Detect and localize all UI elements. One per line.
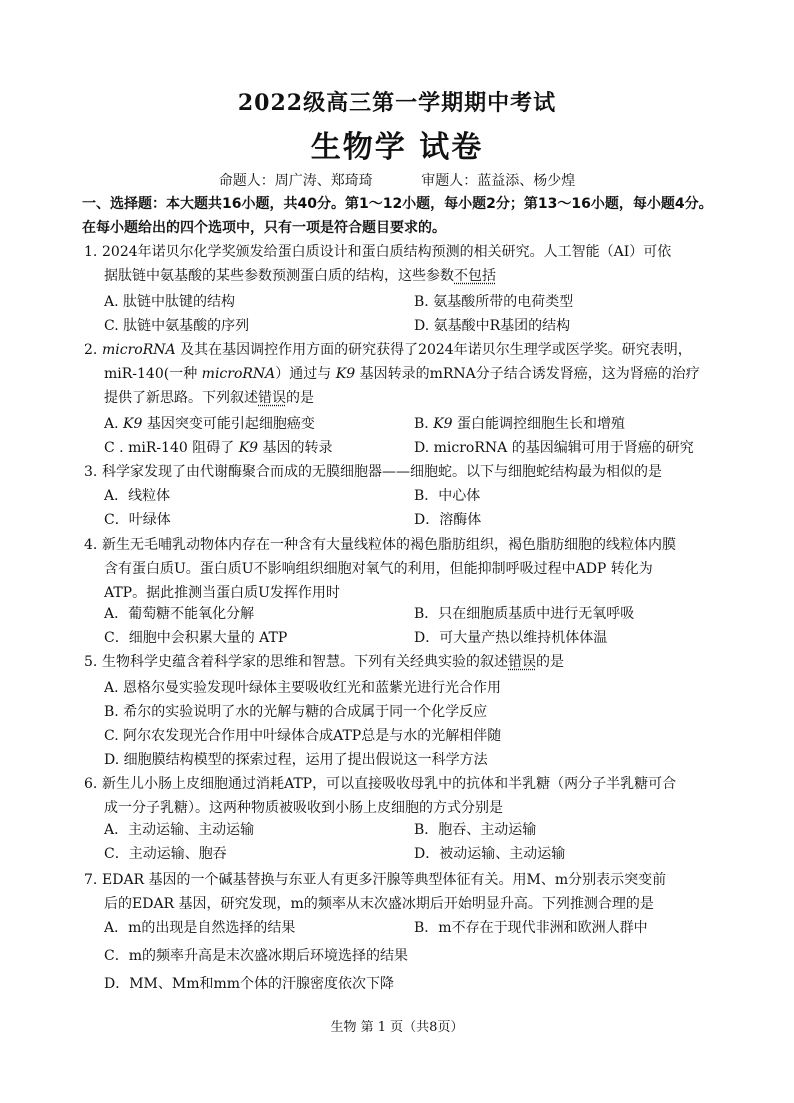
stem-text: miR-140(一种: [104, 366, 202, 382]
option-a[interactable]: [104, 412, 414, 436]
option-a[interactable]: A. 恩格尔曼实验发现叶绿体主要吸收红光和蓝紫光进行光合作用: [104, 680, 502, 696]
stem-continuation: [84, 362, 720, 386]
emphasis-text: 错误: [508, 654, 536, 670]
options-q6: [104, 818, 724, 866]
stem-text: EDAR 基因的一个碱基替换与东亚人有更多汗腺等典型体征有关。用M、m分别表示突变前: [102, 872, 667, 888]
exam-title: 2022级高三第一学期期中考试: [237, 90, 557, 116]
page-footer: 生物 第 1 页（共8页）: [330, 1020, 464, 1035]
option-a[interactable]: A．m的出现是自然选择的结果: [104, 920, 296, 936]
emphasis-text: 错误: [258, 390, 286, 406]
options-q3: [104, 484, 724, 532]
option-b[interactable]: B. 氨基酸所带的电荷类型: [414, 294, 574, 310]
option-d[interactable]: D. 细胞膜结构模型的探索过程，运用了提出假说这一科学方法: [104, 752, 488, 768]
option-b[interactable]: B．胞吞、主动运输: [414, 822, 537, 838]
stem-text: microRNA: [102, 342, 176, 358]
question-7: [84, 868, 720, 916]
option-c[interactable]: C. 肽链中氨基酸的序列: [104, 318, 250, 334]
question-stem: [84, 240, 720, 288]
options-q5: [104, 676, 724, 772]
option-text: C . miR-140 阻碍了: [104, 440, 239, 456]
question-number: 4.: [84, 537, 98, 553]
options-q2: [104, 412, 724, 460]
question-1: [84, 240, 720, 288]
option-a[interactable]: A. 肽链中肽键的结构: [104, 294, 236, 310]
option-b[interactable]: B．m不存在于现代非洲和欧洲人群中: [414, 920, 648, 936]
options-q7: [104, 916, 724, 996]
option-b[interactable]: B．只在细胞质基质中进行无氧呼吸: [414, 606, 635, 622]
stem-text: 的是: [286, 390, 314, 406]
option-text: K9: [123, 416, 143, 432]
question-number: 5.: [84, 654, 98, 670]
option-b[interactable]: B. 希尔的实验说明了水的光解与糖的合成属于同一个化学反应: [104, 704, 488, 720]
option-d[interactable]: D．被动运输、主动运输: [414, 846, 566, 862]
option-text: K9: [238, 440, 259, 456]
stem-text: ）通过与: [275, 366, 336, 382]
option-a[interactable]: A．葡萄糖不能氧化分解: [104, 606, 255, 622]
option-d[interactable]: D．溶酶体: [414, 512, 482, 528]
options-q1: [104, 290, 724, 338]
option-d[interactable]: D. microRNA 的基因编辑可用于肾癌的研究: [414, 440, 694, 456]
stem-text: 据肽链中氨基酸的某些参数预测蛋白质的结构，这些参数: [104, 268, 454, 284]
stem-text: 提供了新思路。下列叙述: [104, 390, 258, 406]
stem-continuation: [84, 386, 720, 410]
question-number: 1.: [84, 244, 98, 260]
question-2: [84, 338, 720, 410]
option-d[interactable]: D. 氨基酸中R基团的结构: [414, 318, 571, 334]
question-4: [84, 533, 720, 605]
stem-text: 科学家发现了由代谢酶聚合而成的无膜细胞器——细胞蛇。以下与细胞蛇结构最为相似的是: [102, 464, 662, 480]
option-text: 蛋白能调控细胞生长和增殖: [452, 416, 626, 432]
exam-subtitle: 生物学 试卷: [310, 130, 484, 165]
question-number: 2.: [84, 342, 98, 358]
stem-text: microRNA: [201, 366, 276, 382]
option-a[interactable]: A．线粒体: [104, 488, 171, 504]
stem-text: 的是: [536, 654, 564, 670]
question-6: [84, 772, 720, 820]
option-d[interactable]: D．可大量产热以维持机体体温: [414, 630, 608, 646]
options-q4: [104, 602, 724, 650]
stem-text: 生物科学史蕴含着科学家的思维和智慧。下列有关经典实验的叙述: [102, 654, 508, 670]
stem-text: 及其在基因调控作用方面的研究获得了2024年诺贝尔生理学或医学奖。研究表明，: [175, 342, 692, 358]
option-text: 基因突变可能引起细胞癌变: [142, 416, 315, 432]
question-number: 7.: [84, 872, 98, 888]
question-3: [84, 460, 720, 484]
question-stem: [84, 772, 720, 820]
stem-text: 新生儿小肠上皮细胞通过消耗ATP，可以直接吸收母乳中的抗体和半乳糖（两分子半乳糖可合: [102, 776, 677, 792]
option-text: K9: [433, 416, 453, 432]
option-d[interactable]: D．MM、Mm和mm个体的汗腺密度依次下降: [104, 976, 395, 992]
option-c[interactable]: C．m的频率升高是末次盛冰期后环境选择的结果: [104, 948, 408, 964]
stem-text: K9: [335, 366, 356, 382]
stem-text: 2024年诺贝尔化学奖颁发给蛋白质设计和蛋白质结构预测的相关研究。人工智能（AI）可依: [102, 244, 672, 260]
option-text: A.: [104, 416, 124, 432]
option-a[interactable]: A．主动运输、主动运输: [104, 822, 255, 838]
stem-continuation: ATP。据此推测当蛋白质U发挥作用时: [104, 585, 340, 601]
option-c[interactable]: C．细胞中会积累大量的 ATP: [104, 630, 288, 646]
stem-continuation: 后的EDAR 基因，研究发现，m的频率从末次盛冰期后开始明显升高。下列推测合理的是: [104, 896, 654, 912]
question-stem: [84, 533, 720, 605]
question-stem: [84, 460, 720, 484]
question-5: [84, 650, 720, 674]
reviewer: 审题人：蓝益添、杨少煌: [421, 173, 576, 189]
option-c[interactable]: C. 阿尔农发现光合作用中叶绿体合成ATP总是与水的光解相伴随: [104, 728, 502, 744]
option-text: B.: [414, 416, 434, 432]
stem-text: 新生无毛哺乳动物体内存在一种含有大量线粒体的褐色脂肪组织，褐色脂肪细胞的线粒体内膜: [102, 537, 676, 553]
question-number: 3.: [84, 464, 98, 480]
option-b[interactable]: B．中心体: [414, 488, 481, 504]
stem-continuation: 含有蛋白质U。蛋白质U不影响组织细胞对氧气的利用，但能抑制呼吸过程中ADP 转化为: [104, 561, 653, 577]
stem-continuation: [84, 264, 720, 288]
setter: 命题人：周广涛、郑琦琦: [218, 173, 373, 189]
option-c[interactable]: [104, 436, 414, 460]
authors-line: [0, 170, 794, 190]
stem-continuation: 成一分子乳糖）。这两种物质被吸收到小肠上皮细胞的方式分别是: [104, 800, 503, 816]
emphasis-text: 不包括: [454, 268, 496, 284]
question-stem: [84, 868, 720, 916]
option-b[interactable]: [414, 412, 724, 436]
option-c[interactable]: C．叶绿体: [104, 512, 171, 528]
section-heading: 一、选择题：本大题共16小题，共40分。第1～12小题，每小题2分；第13～16小题，每小题4分。在每小题给出的四个选项中，只有一项是符合题目要求的。: [82, 196, 713, 236]
question-number: 6.: [84, 776, 98, 792]
question-stem: [84, 650, 720, 674]
option-text: 基因的转录: [258, 440, 333, 456]
stem-text: 基因转录的mRNA分子结合诱发肾癌，这为肾癌的治疗: [355, 366, 700, 382]
option-c[interactable]: C．主动运输、胞吞: [104, 846, 227, 862]
question-stem: [84, 338, 720, 410]
